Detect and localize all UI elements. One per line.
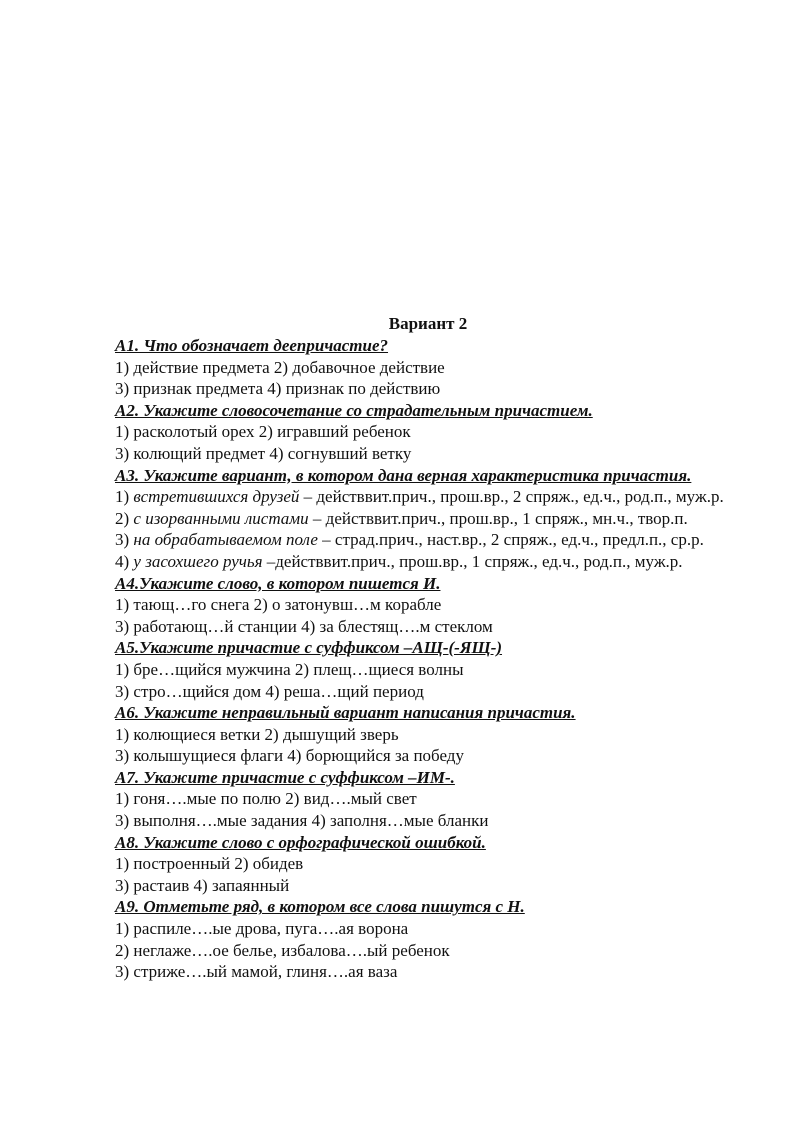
answer-characteristic: – страд.прич., наст.вр., 2 спряж., ед.ч., предл.п., ср.р. xyxy=(317,530,704,550)
answer-number: 1) xyxy=(115,487,134,507)
question-text: А2. Укажите словосочетание со страдательным причастием. xyxy=(115,400,593,420)
variant-title: Вариант 2 xyxy=(388,314,468,333)
answer-line: 3) признак предмета 4) признак по действию xyxy=(115,379,441,399)
answer-line xyxy=(115,508,775,530)
answer-number: 3) xyxy=(115,530,134,550)
answer-line: 3) стро…щийся дом 4) реша…щий период xyxy=(115,681,424,701)
question-text: А3. Укажите вариант, в котором дана верная характеристика причастия. xyxy=(115,465,692,485)
question-block xyxy=(115,335,775,400)
questions-list xyxy=(115,335,775,983)
answer-phrase: у засохшего ручья xyxy=(133,551,263,571)
answer-phrase: встретившихся друзей xyxy=(133,487,300,507)
answer-line: 3) колющий предмет 4) согнувший ветку xyxy=(115,443,412,463)
question-block xyxy=(115,637,775,702)
question-text: А4.Укажите слово, в котором пишется И. xyxy=(115,573,441,593)
answer-line: 1) распиле….ые дрова, пуга….ая ворона xyxy=(115,919,409,939)
question-text: А5.Укажите причастие с суффиксом –АЩ-(-ЯЩ-) xyxy=(115,638,503,658)
answer-line: 1) действие предмета 2) добавочное действие xyxy=(115,357,445,377)
question-block xyxy=(115,896,775,982)
answer-characteristic: – действвит.прич., прош.вр., 1 спряж., мн.ч., твор.п. xyxy=(308,508,688,528)
answer-line: 1) гоня….мые по полю 2) вид….мый свет xyxy=(115,789,417,809)
answer-line: 1) бре…щийся мужчина 2) плещ…щиеся волны xyxy=(115,659,464,679)
answer-line: 3) выполня….мые задания 4) заполня…мые бланки xyxy=(115,811,489,831)
question-text: А8. Укажите слово с орфографической ошибкой. xyxy=(115,832,486,852)
answer-number: 2) xyxy=(115,508,134,528)
answer-line: 3) стриже….ый мамой, глиня….ая ваза xyxy=(115,962,398,982)
question-text: А9. Отметьте ряд, в котором все слова пишутся с Н. xyxy=(115,897,525,917)
answer-characteristic: –действвит.прич., прош.вр., 1 спряж., ед.ч., род.п., муж.р. xyxy=(262,551,683,571)
question-text: А6. Укажите неправильный вариант написания причастия. xyxy=(115,703,576,723)
question-text: А7. Укажите причастие с суффиксом –ИМ-. xyxy=(115,767,455,787)
answer-line xyxy=(115,529,775,551)
answer-line: 1) расколотый орех 2) игравший ребенок xyxy=(115,422,411,442)
answer-phrase: с изорванными листами xyxy=(133,508,309,528)
answer-phrase: на обрабатываемом поле xyxy=(133,530,318,550)
question-block xyxy=(115,767,775,832)
question-block xyxy=(115,573,775,638)
answer-line: 3) колышущиеся флаги 4) борющийся за победу xyxy=(115,746,464,766)
answer-line: 2) неглаже….ое белье, избалова….ый ребенок xyxy=(115,940,450,960)
answer-line xyxy=(115,486,775,508)
question-block xyxy=(115,400,775,465)
question-block xyxy=(115,465,775,573)
worksheet xyxy=(115,313,775,983)
answer-line: 1) колющиеся ветки 2) дышущий зверь xyxy=(115,724,399,744)
answer-number: 4) xyxy=(115,551,134,571)
question-block xyxy=(115,832,775,897)
answer-line: 1) построенный 2) обидев xyxy=(115,854,304,874)
answer-characteristic: – действвит.прич., прош.вр., 2 спряж., ед.ч., род.п., муж.р. xyxy=(299,487,724,507)
question-text: А1. Что обозначает деепричастие? xyxy=(115,336,389,355)
answer-line xyxy=(115,551,775,573)
answer-line: 3) работающ…й станции 4) за блестящ….м стеклом xyxy=(115,616,493,636)
question-block xyxy=(115,702,775,767)
answer-line: 1) тающ…го снега 2) о затонувш…м корабле xyxy=(115,595,442,615)
answer-line: 3) растаив 4) запаянный xyxy=(115,875,290,895)
